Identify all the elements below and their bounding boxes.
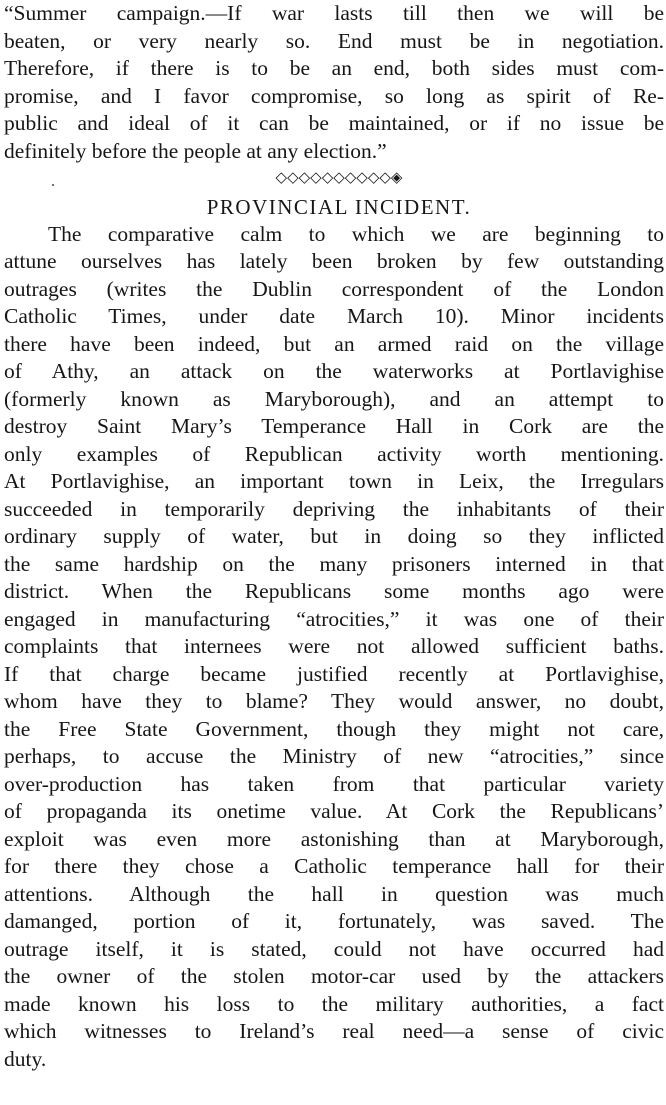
- quote-line: promise, and I favor compromise, so long as spirit of Re-: [4, 83, 664, 108]
- article-line: only examples of Republican activity worth mentioning.: [4, 441, 664, 466]
- article-line: complaints that internees were not allowed sufficient baths.: [4, 634, 664, 658]
- article-line: At Portlavighise, an important town in Leix, the Irregulars: [4, 469, 664, 493]
- article-line: for there they chose a Catholic temperance hall for their: [4, 854, 664, 878]
- article-line: damanged, portion of it, fortunately, was saved. The: [4, 909, 664, 933]
- article-line: attentions. Although the hall in question was much: [4, 881, 664, 906]
- article-line: the owner of the stolen motor-car used by the attackers: [4, 964, 664, 988]
- article-line: there have been indeed, but an armed raid on the village: [4, 331, 664, 356]
- quote-line: beaten, or very nearly so. End must be in negotiation.: [4, 28, 664, 53]
- article-line: outrages (writes the Dublin correspondent of the London: [4, 276, 664, 301]
- article-line: of propaganda its onetime value. At Cork the Republicans’: [4, 799, 664, 823]
- article-line: attune ourselves has lately been broken by few outstanding: [4, 249, 664, 273]
- article-line: If that charge became justified recently at Portlavighise,: [4, 661, 664, 686]
- quote-line: public and ideal of it can be maintained, or if no issue be: [4, 111, 664, 135]
- article-line: outrage itself, it is stated, could not have occurred had: [4, 936, 664, 961]
- quote-line: Therefore, if there is to be an end, both sides must com-: [4, 56, 664, 80]
- quote-block: [4, 0, 664, 165]
- article-line: engaged in manufacturing “atrocities,” it was one of their: [4, 606, 664, 631]
- article-line: district. When the Republicans some months ago were: [4, 579, 664, 603]
- article-line: Catholic Times, under date March 10). Minor incidents: [4, 304, 664, 328]
- quote-line: definitely before the people at any election.”: [4, 138, 387, 163]
- article-line: exploit was even more astonishing than at Maryborough,: [4, 826, 664, 851]
- diamond-ornament-divider: ◇◇◇◇◇◇◇◇◇◇◈: [275, 170, 403, 186]
- article-line: made known his loss to the military authorities, a fact: [4, 991, 664, 1016]
- article-line: which witnesses to Ireland’s real need—a sense of civic: [4, 1019, 664, 1043]
- article-line: ordinary supply of water, but in doing so they inflicted: [4, 524, 664, 548]
- article-line: whom have they to blame? They would answer, no doubt,: [4, 689, 664, 713]
- article-line: over-production has taken from that particular variety: [4, 771, 664, 796]
- article-line: the Free State Government, though they might not care,: [4, 716, 664, 741]
- article-line: (formerly known as Maryborough), and an attempt to: [4, 386, 664, 411]
- article-line: of Athy, an attack on the waterworks at Portlavighise: [4, 359, 664, 383]
- article-body: [4, 221, 664, 1074]
- article-line: succeeded in temporarily depriving the inhabitants of their: [4, 496, 664, 521]
- article-line: The comparative calm to which we are beginning to: [48, 221, 664, 246]
- article-line: destroy Saint Mary’s Temperance Hall in Cork are the: [4, 414, 664, 438]
- article-line: duty.: [4, 1046, 47, 1071]
- article-line: the same hardship on the many prisoners interned in that: [4, 551, 664, 576]
- article-line: perhaps, to accuse the Ministry of new “atrocities,” since: [4, 744, 664, 768]
- quote-line: “Summer campaign.—If war lasts till then we will be: [4, 1, 664, 25]
- stray-dot: [52, 184, 54, 186]
- article-heading: PROVINCIAL INCIDENT.: [206, 194, 472, 219]
